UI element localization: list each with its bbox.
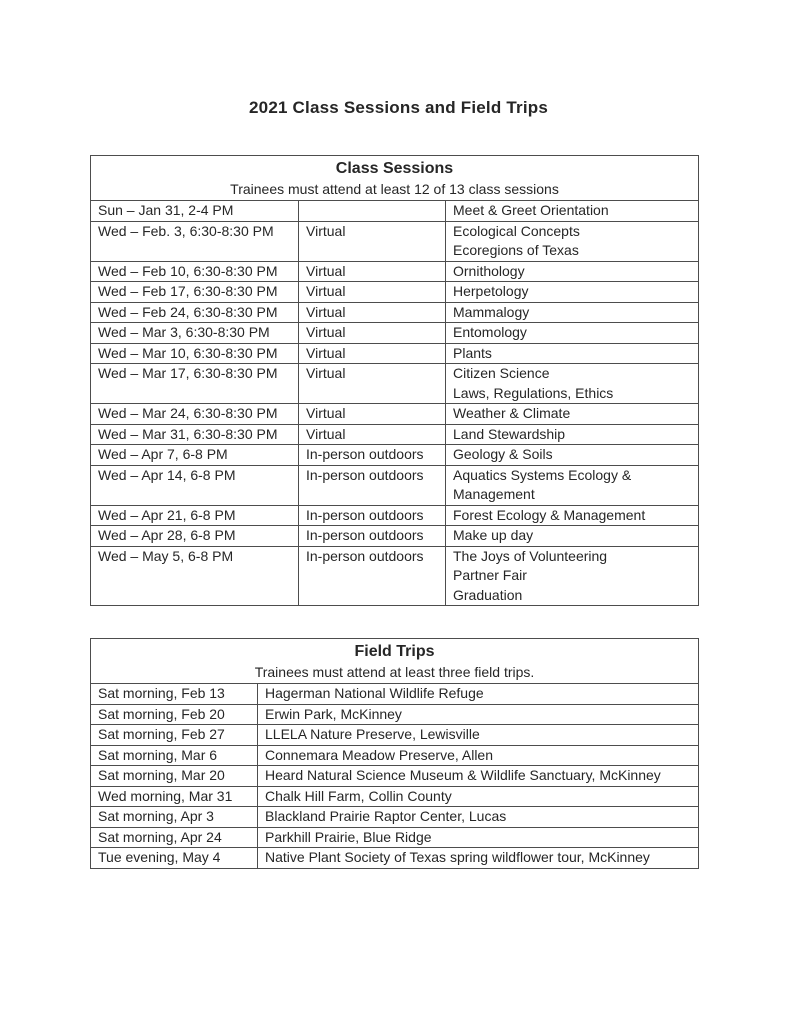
table-row: [91, 807, 699, 828]
session-topic: Ecological Concepts: [453, 222, 580, 239]
class-sessions-table: [90, 155, 699, 606]
session-topic: Entomology: [453, 324, 527, 340]
session-topics: [446, 404, 699, 425]
session-topic: Land Stewardship: [453, 425, 566, 442]
session-topic: Mammalogy: [453, 303, 530, 320]
session-topics: [446, 424, 699, 445]
session-mode: Virtual: [299, 323, 446, 344]
session-topic: The Joys of Volunteering: [453, 547, 608, 564]
trip-when: Sat morning, Apr 24: [91, 827, 258, 848]
session-when: Wed – Mar 17, 6:30-8:30 PM: [91, 364, 299, 404]
session-topics: [446, 323, 699, 344]
session-topic: Herpetology: [453, 283, 529, 299]
session-topic: Aquatics Systems Ecology &: [453, 466, 632, 483]
session-topics: [446, 201, 699, 222]
trip-location: Chalk Hill Farm, Collin County: [258, 786, 699, 807]
trip-when: Sat morning, Mar 20: [91, 766, 258, 787]
session-topic: Graduation: [453, 586, 523, 603]
session-topic: Weather & Climate: [453, 405, 571, 421]
table-row: [91, 343, 699, 364]
field-trips-title: Field Trips: [354, 643, 435, 660]
session-topic: Citizen Science: [453, 365, 550, 381]
field-trips-table: [90, 638, 699, 869]
session-mode: Virtual: [299, 282, 446, 303]
session-mode: Virtual: [299, 424, 446, 445]
table-row: [91, 323, 699, 344]
field-trips-header: [91, 639, 699, 684]
session-when: Wed – Apr 28, 6-8 PM: [91, 526, 299, 547]
class-sessions-subtitle: Trainees must attend at least 12 of 13 class sessions: [230, 181, 559, 197]
session-mode: Virtual: [299, 261, 446, 282]
session-topic: Meet & Greet Orientation: [453, 202, 609, 218]
session-topic: Plants: [453, 344, 492, 361]
table-row: [91, 827, 699, 848]
session-mode: Virtual: [299, 364, 446, 404]
trip-location: LLELA Nature Preserve, Lewisville: [258, 725, 699, 746]
session-mode: Virtual: [299, 343, 446, 364]
session-mode: Virtual: [299, 302, 446, 323]
session-when: Wed – Apr 21, 6-8 PM: [91, 505, 299, 526]
class-sessions-header: [91, 156, 699, 201]
trip-location: Erwin Park, McKinney: [258, 704, 699, 725]
session-when: Wed – Mar 3, 6:30-8:30 PM: [91, 323, 299, 344]
session-topics: [446, 526, 699, 547]
session-when: Wed – Feb 17, 6:30-8:30 PM: [91, 282, 299, 303]
session-when: Wed – Mar 24, 6:30-8:30 PM: [91, 404, 299, 425]
trip-location: Blackland Prairie Raptor Center, Lucas: [258, 807, 699, 828]
page-title: 2021 Class Sessions and Field Trips: [249, 98, 548, 117]
session-topics: [446, 505, 699, 526]
session-topics: [446, 465, 699, 505]
table-row: [91, 725, 699, 746]
session-topics: [446, 343, 699, 364]
session-mode: In-person outdoors: [299, 465, 446, 505]
trip-location: Hagerman National Wildlife Refuge: [258, 684, 699, 705]
trip-when: Wed morning, Mar 31: [91, 786, 258, 807]
session-topics: [446, 282, 699, 303]
trip-when: Tue evening, May 4: [91, 848, 258, 869]
session-topic: Ecoregions of Texas: [453, 242, 579, 258]
session-mode: In-person outdoors: [299, 505, 446, 526]
session-topics: [446, 261, 699, 282]
session-mode: [299, 201, 446, 222]
table-row: [91, 766, 699, 787]
session-topic: Forest Ecology & Management: [453, 506, 646, 523]
table-row: [91, 364, 699, 404]
session-topic: Management: [453, 486, 535, 502]
session-topics: [446, 445, 699, 466]
table-row: [91, 465, 699, 505]
trip-when: Sat morning, Feb 27: [91, 725, 258, 746]
trip-location: Connemara Meadow Preserve, Allen: [258, 745, 699, 766]
session-when: Wed – Mar 10, 6:30-8:30 PM: [91, 343, 299, 364]
trip-when: Sat morning, Mar 6: [91, 745, 258, 766]
trip-when: Sat morning, Feb 20: [91, 704, 258, 725]
table-row: [91, 282, 699, 303]
table-row: [91, 848, 699, 869]
table-row: [91, 201, 699, 222]
table-row: [91, 221, 699, 261]
session-topic: Geology & Soils: [453, 446, 553, 462]
trip-location: Parkhill Prairie, Blue Ridge: [258, 827, 699, 848]
session-when: Wed – Mar 31, 6:30-8:30 PM: [91, 424, 299, 445]
table-row: [91, 505, 699, 526]
session-when: Wed – Apr 7, 6-8 PM: [91, 445, 299, 466]
table-row: [91, 546, 699, 606]
table-row: [91, 445, 699, 466]
field-trips-subtitle: Trainees must attend at least three field trips.: [254, 664, 535, 680]
session-mode: Virtual: [299, 404, 446, 425]
session-topics: [446, 364, 699, 404]
table-row: [91, 684, 699, 705]
trip-location: Heard Natural Science Museum & Wildlife Sanctuary, McKinney: [258, 766, 699, 787]
session-mode: Virtual: [299, 221, 446, 261]
session-when: Sun – Jan 31, 2-4 PM: [91, 201, 299, 222]
class-sessions-title: Class Sessions: [335, 160, 454, 177]
table-row: [91, 526, 699, 547]
session-mode: In-person outdoors: [299, 526, 446, 547]
session-topic: Ornithology: [453, 262, 525, 279]
table-row: [91, 404, 699, 425]
session-mode: In-person outdoors: [299, 445, 446, 466]
session-topics: [446, 302, 699, 323]
session-when: Wed – Feb 10, 6:30-8:30 PM: [91, 261, 299, 282]
session-when: Wed – Feb 24, 6:30-8:30 PM: [91, 302, 299, 323]
session-topics: [446, 221, 699, 261]
table-row: [91, 704, 699, 725]
session-when: Wed – Apr 14, 6-8 PM: [91, 465, 299, 505]
session-topic: Make up day: [453, 527, 534, 543]
trip-when: Sat morning, Feb 13: [91, 684, 258, 705]
table-row: [91, 261, 699, 282]
trip-location: Native Plant Society of Texas spring wildflower tour, McKinney: [258, 848, 699, 869]
table-row: [91, 786, 699, 807]
class-sessions-header-cell: [91, 156, 699, 201]
trip-when: Sat morning, Apr 3: [91, 807, 258, 828]
table-row: [91, 745, 699, 766]
field-trips-header-cell: [91, 639, 699, 684]
session-when: Wed – Feb. 3, 6:30-8:30 PM: [91, 221, 299, 261]
session-topic: Partner Fair: [453, 567, 527, 583]
session-when: Wed – May 5, 6-8 PM: [91, 546, 299, 606]
table-row: [91, 424, 699, 445]
session-mode: In-person outdoors: [299, 546, 446, 606]
session-topics: [446, 546, 699, 606]
session-topic: Laws, Regulations, Ethics: [453, 384, 614, 401]
table-row: [91, 302, 699, 323]
